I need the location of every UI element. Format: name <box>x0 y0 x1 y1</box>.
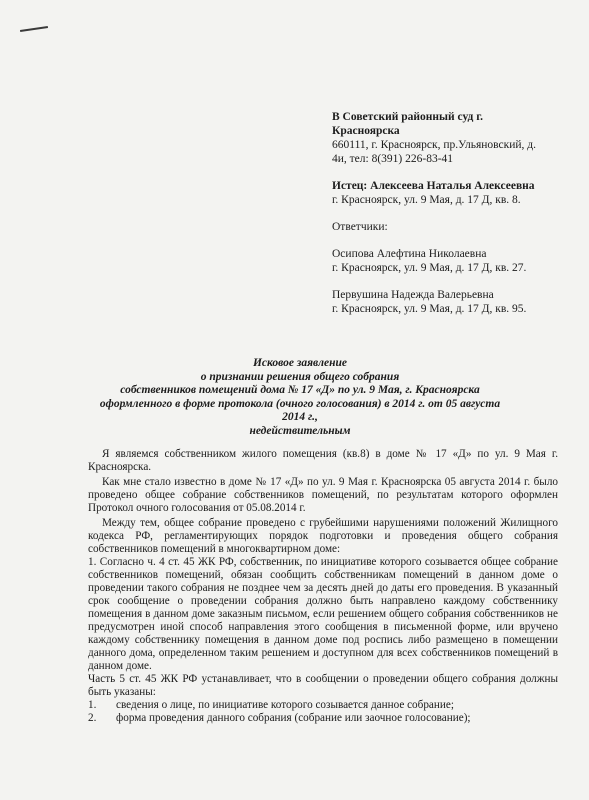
defendant-1-name: Осипова Алефтина Николаевна <box>332 248 487 260</box>
plaintiff-address: г. Красноярск, ул. 9 Мая, д. 17 Д, кв. 8. <box>332 194 521 206</box>
court-address-line1: 660111, г. Красноярск, пр.Ульяновский, д. <box>332 139 537 151</box>
plaintiff-name: Истец: Алексеева Наталья Алексеевна <box>332 180 535 192</box>
court-name-line2: Красноярска <box>332 125 400 137</box>
list-item <box>88 712 558 725</box>
paragraph-4: 1. Согласно ч. 4 ст. 45 ЖК РФ, собственник, по инициативе которого созывается общее собрание собственников помещений, обязан сообщить собственникам помещений в данном доме о проведении такого собрания не позднее чем за десять дней до даты его проведения. В указанный срок сообщение о проведении собрания должно быть направлено каждому собственнику помещения в данном доме заказным письмом, если решением общего собрания собственников не предусмотрен иной способ направления этого сообщения в письменной форме, или вручено каждому собственнику помещения в данном доме под роспись либо размещено в помещении данного дома, определенном таким решением и доступном для всех собственников помещений в данном доме. <box>88 556 558 672</box>
defendant-2-address: г. Красноярск, ул. 9 Мая, д. 17 Д, кв. 95. <box>332 303 527 315</box>
title-line-4: оформленного в форме протокола (очного голосования) в 2014 г. от 05 августа 2014 г., <box>99 397 501 423</box>
defendant-2-name: Первушина Надежда Валерьевна <box>332 289 494 301</box>
title-line-1: Исковое заявление <box>252 357 348 369</box>
title-line-2: о признании решения общего собрания <box>200 370 400 383</box>
court-name-line1: В Советский районный суд г. <box>332 111 483 123</box>
addressee-block <box>332 110 572 316</box>
list-item-number: 2. <box>88 712 97 724</box>
paragraph-3: Между тем, общее собрание проведено с грубейшими нарушениями положений Жилищного кодекса РФ, регламентирующих порядок подготовки и проведения общего собрания собственников помещений в многоквартирном доме: <box>88 517 558 555</box>
paragraph-5: Часть 5 ст. 45 ЖК РФ устанавливает, что в сообщении о проведении общего собрания должны быть указаны: <box>88 673 558 698</box>
document-title <box>90 357 510 438</box>
pen-mark <box>20 26 48 32</box>
list-item <box>88 699 558 712</box>
title-line-3: собственников помещений дома № 17 «Д» по ул. 9 Мая, г. Красноярска <box>120 384 480 396</box>
defendants-label: Ответчики: <box>332 221 388 233</box>
list-item-text: сведения о лице, по инициативе которого созывается данное собрание; <box>116 699 454 711</box>
court-address-line2: 4и, тел: 8(391) 226-83-41 <box>332 153 454 165</box>
defendant-1-address: г. Красноярск, ул. 9 Мая, д. 17 Д, кв. 27. <box>332 262 527 274</box>
list-item-text: форма проведения данного собрания (собрание или заочное голосование); <box>116 712 471 724</box>
paragraph-1: Я являемся собственником жилого помещения (кв.8) в доме № 17 «Д» по ул. 9 Мая г. Красноярска. <box>88 448 558 473</box>
list-item-number: 1. <box>88 699 97 711</box>
title-line-5: недействительным <box>249 424 351 437</box>
document-body <box>88 448 558 725</box>
paragraph-2: Как мне стало известно в доме № 17 «Д» по ул. 9 Мая г. Красноярска 05 августа 2014 г. было проведено общее собрание собственников помещений, по результатам которого оформлен Протокол очного голосования от 05.08.2014 г. <box>88 476 558 514</box>
